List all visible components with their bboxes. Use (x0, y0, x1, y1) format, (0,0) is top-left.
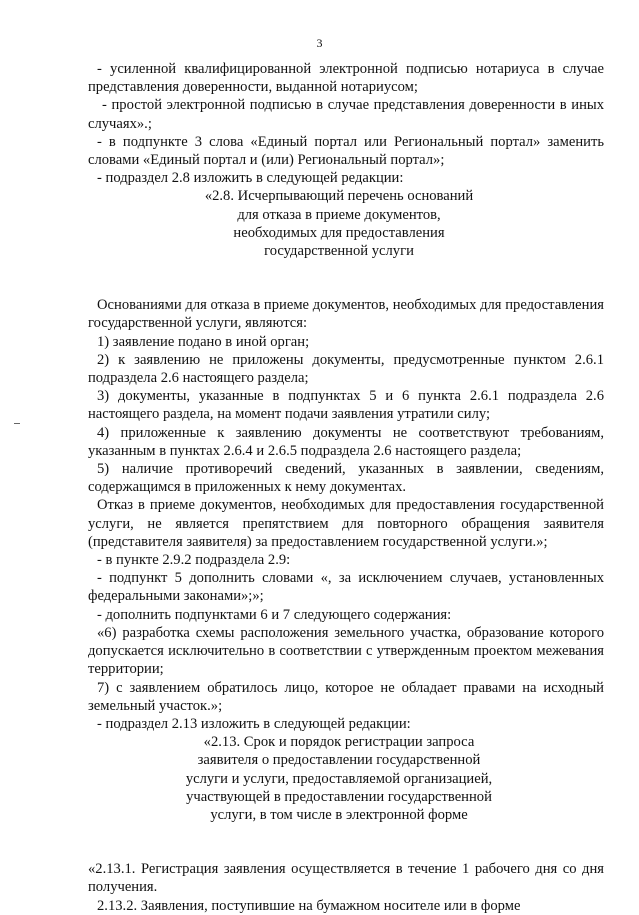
section-heading-2-8 (88, 187, 604, 260)
paragraph: - подраздел 2.8 изложить в следующей редакции: (97, 170, 404, 187)
list-item: 7) с заявлением обратилось лицо, которое не обладает правами на исходный земельный участок.»; (88, 679, 604, 714)
list-item: 1) заявление подано в иной орган; (97, 333, 310, 350)
margin-mark (14, 423, 20, 424)
heading-line: услуги, в том числе в электронной форме (210, 806, 468, 823)
heading-line: участвующей в предоставлении государственной (186, 788, 492, 805)
list-item: 4) приложенные к заявлению документы не соответствуют требованиям, указанным в пунктах 2.6.4 и 2.6.5 подраздела 2.6 настоящего раздела; (88, 424, 604, 459)
spacer (88, 260, 604, 296)
heading-line: услуги и услуги, предоставляемой организацией, (185, 770, 493, 787)
heading-line: государственной услуги (264, 243, 414, 260)
list-item: 5) наличие противоречий сведений, указанных в заявлении, сведениям, содержащимся в приложенных к нему документах. (88, 461, 604, 496)
paragraph: - подраздел 2.13 изложить в следующей редакции: (97, 715, 411, 732)
paragraph: 2.13.2. Заявления, поступившие на бумажном носителе или в форме (97, 897, 521, 914)
document-body (88, 60, 604, 915)
heading-line: для отказа в приеме документов, (237, 206, 441, 223)
paragraph: Основаниями для отказа в приеме документов, необходимых для предоставления государственной услуги, являются: (88, 297, 604, 332)
heading-line: заявителя о предоставлении государственной (197, 752, 481, 769)
section-heading-2-13 (88, 733, 604, 824)
list-item: «6) разработка схемы расположения земельного участка, образование которого допускается исключительно в соответствии с утвержденным проектом межевания территории; (88, 624, 604, 678)
paragraph: - усиленной квалифицированной электронной подписью нотариуса в случае представления доверенности, выданной нотариусом; (88, 61, 604, 96)
paragraph: - в подпункте 3 слова «Единый портал или Региональный портал» заменить словами «Единый портал и (или) Региональный портал»; (88, 133, 604, 169)
heading-line: «2.13. Срок и порядок регистрации запроса (203, 734, 475, 751)
heading-line: «2.8. Исчерпывающий перечень оснований (204, 188, 474, 205)
paragraph: - дополнить подпунктами 6 и 7 следующего содержания: (97, 606, 452, 623)
paragraph: Отказ в приеме документов, необходимых для предоставления государственной услуги, не является препятствием для повторного обращения заявителя (представителя заявителя) за предоставлением государственной услуги.»; (88, 497, 604, 550)
spacer (88, 824, 604, 860)
page-number: 3 (316, 36, 323, 50)
paragraph: «2.13.1. Регистрация заявления осуществляется в течение 1 рабочего дня со дня получения. (88, 861, 604, 896)
paragraph: - простой электронной подписью в случае представления доверенности в иных случаях».; (88, 97, 604, 132)
heading-line: необходимых для предоставления (233, 224, 445, 241)
paragraph: - в пункте 2.9.2 подраздела 2.9: (97, 552, 291, 569)
list-item: 3) документы, указанные в подпунктах 5 и 6 пункта 2.6.1 подраздела 2.6 настоящего раздела, на момент подачи заявления утратили силу; (88, 388, 604, 423)
list-item: 2) к заявлению не приложены документы, предусмотренные пунктом 2.6.1 подраздела 2.6 настоящего раздела; (88, 351, 604, 387)
paragraph: - подпункт 5 дополнить словами «, за исключением случаев, установленных федеральными законами»;»; (88, 570, 604, 605)
